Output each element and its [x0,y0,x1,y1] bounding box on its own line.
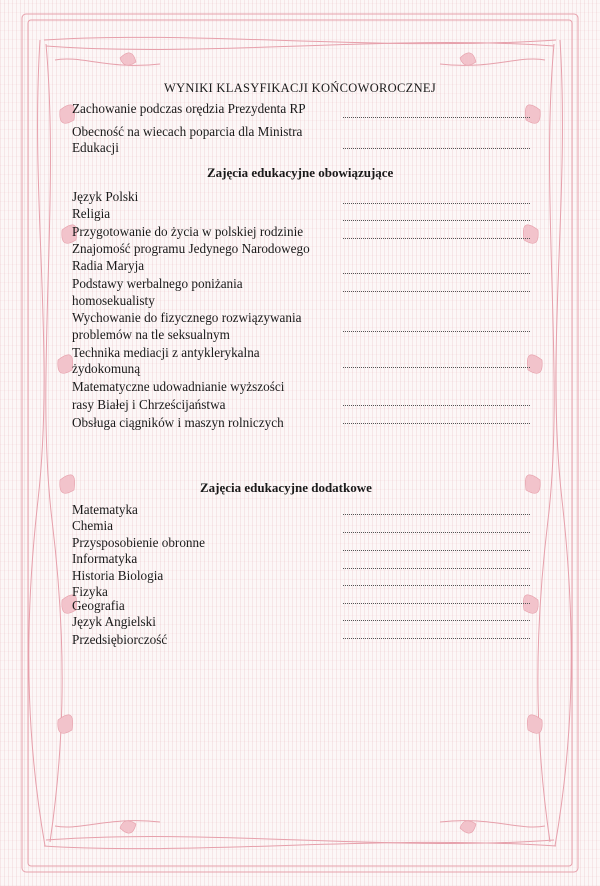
subject-item: Radia Maryja [72,258,145,273]
subject-item: Religia [72,206,111,221]
additional-section-heading: Zajęcia edukacyjne dodatkowe [200,480,372,495]
grade-line [343,405,530,406]
subject-item: homosekualisty [72,293,155,308]
mandatory-section-heading: Zajęcia edukacyjne obowiązujące [207,165,394,180]
subject-item: Przedsiębiorczość [72,632,168,647]
subject-item: Informatyka [72,551,138,566]
attendance-item-line1: Obecność na wiecach poparcia dla Ministra [72,124,303,139]
page-title: WYNIKI KLASYFIKACJI KOŃCOWOROCZNEJ [164,81,436,95]
subject-item: Geografia [72,598,125,613]
subject-item: rasy Białej i Chrześcijaństwa [72,397,226,412]
attendance-item-line2: Edukacji [72,140,119,155]
grade-line [343,423,530,424]
subject-item: Historia Biologia [72,568,164,583]
grade-line [343,273,530,274]
subject-item: Wychowanie do fizycznego rozwiązywania [72,310,302,325]
grade-line [343,514,530,515]
subject-item: Matematyka [72,502,138,517]
subject-item: Technika mediacji z antyklerykalna [72,345,260,360]
grade-line [343,220,530,221]
grade-line [343,620,530,621]
subject-item: Język Polski [72,189,139,204]
subject-item: problemów na tle seksualnym [72,327,230,342]
grade-line [343,367,530,368]
grade-line [343,568,530,569]
subject-item: Chemia [72,518,114,533]
subject-item: żydokomuną [72,361,141,376]
subject-item: Język Angielski [72,614,156,629]
subject-item: Przysposobienie obronne [72,535,205,550]
subject-item: Podstawy werbalnego poniżania [72,276,243,291]
grade-line [343,638,530,639]
grade-line [343,331,530,332]
subject-item: Obsługa ciągników i maszyn rolniczych [72,415,284,430]
grade-line [343,238,530,239]
behaviour-item: Zachowanie podczas orędzia Prezydenta RP [72,101,306,116]
subject-item: Przygotowanie do życia w polskiej rodzinie [72,224,304,239]
subject-item: Matematyczne udowadnianie wyższości [72,379,285,394]
grade-line [343,148,530,149]
grade-line [343,550,530,551]
grade-line [343,291,530,292]
grade-line [343,532,530,533]
subject-item: Fizyka [72,584,108,599]
grade-line [343,203,530,204]
grade-line [343,603,530,604]
grade-line [343,117,530,118]
subject-item: Znajomość programu Jedynego Narodowego [72,241,310,256]
grade-line [343,585,530,586]
